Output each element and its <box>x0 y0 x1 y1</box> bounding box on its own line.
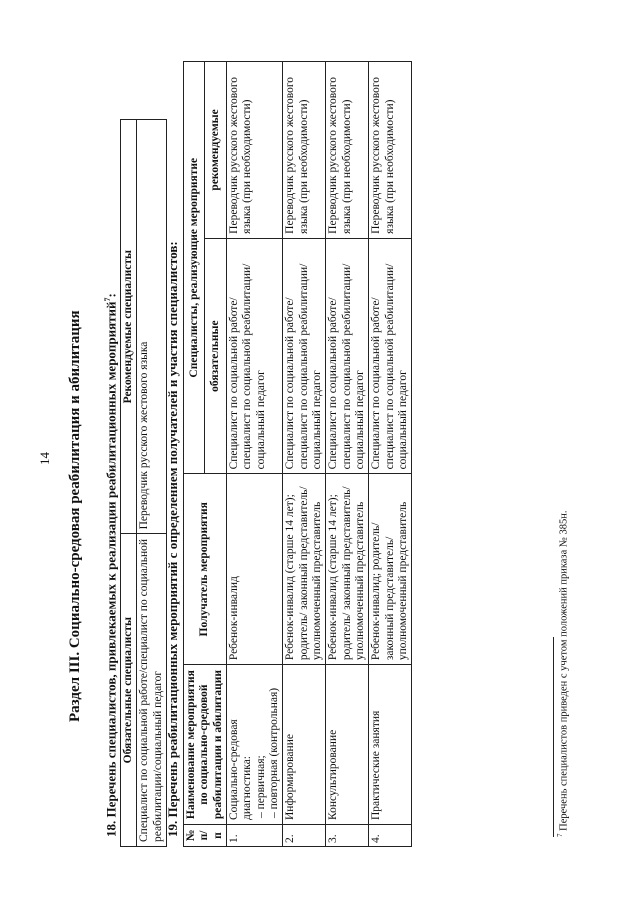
measure-name-cell: Консультирование <box>326 665 369 825</box>
recommended-cell: Переводчик русского жестового языка (при необходимости) <box>369 62 412 239</box>
row-num: 4. <box>369 825 412 847</box>
row-num: 3. <box>326 825 369 847</box>
table-row <box>326 62 369 847</box>
mandatory-cell: Специалист по социальной работе/специалист по социальной реабилитации/социальный педагог <box>226 238 282 474</box>
section-18-heading-text: 18. Перечень специалистов, привлекаемых к реализации реабилитационных мероприятий <box>103 301 119 837</box>
recommended-cell: Переводчик русского жестового языка (при необходимости) <box>226 62 282 239</box>
table-header-row <box>184 62 205 847</box>
row-num: 1. <box>226 825 282 847</box>
measures-table <box>183 61 412 847</box>
mandatory-cell: Специалист по социальной работе/специалист по социальной реабилитации/социальный педагог <box>369 238 412 474</box>
measure-name: Социально-средовая диагностика: <box>227 719 254 821</box>
measure-name-cell: Информирование <box>283 665 326 825</box>
measure-name-cell: Практические занятия <box>369 665 412 825</box>
col-name-header: Наименование мероприятия по социально-средовой реабилитации и абилитации <box>184 665 227 825</box>
recipient-cell: Ребенок-инвалид; родитель/ законный представитель/ уполномоченный представитель <box>369 474 412 665</box>
recommended-specialists-cell: Переводчик русского жестового языка <box>137 120 167 534</box>
section-title: Раздел III. Социально-средовая реабилитация и абилитация <box>67 310 83 722</box>
col-specialists-header: Специалисты, реализующие мероприятие <box>184 62 205 474</box>
table-header-row <box>121 120 137 847</box>
measure-name-cell <box>226 665 282 825</box>
mandatory-cell: Специалист по социальной работе/специалист по социальной реабилитации/социальный педагог <box>283 238 326 474</box>
col-recipient-header: Получатель мероприятия <box>184 474 227 665</box>
col-recommended-header: рекомендуемые <box>205 62 227 239</box>
mandatory-cell: Специалист по социальной работе/специалист по социальной реабилитации/социальный педагог <box>326 238 369 474</box>
table-row <box>369 62 412 847</box>
recipient-cell: Ребенок-инвалид (старше 14 лет); родитель/ законный представитель/ уполномоченный представитель <box>283 474 326 665</box>
footnote-text: Перечень специалистов приведен с учетом положений приказа № 385н. <box>558 510 570 834</box>
measure-subitem: – первичная; <box>254 755 267 819</box>
footnote <box>556 510 570 837</box>
section-18-heading-end: : <box>103 293 119 298</box>
recommended-cell: Переводчик русского жестового языка (при необходимости) <box>326 62 369 239</box>
col-recommended-header: Рекомендуемые специалисты <box>121 120 137 534</box>
table-row <box>137 120 167 847</box>
section-18-heading <box>103 293 119 837</box>
table-row <box>226 62 282 847</box>
recommended-cell: Переводчик русского жестового языка (при необходимости) <box>283 62 326 239</box>
footnote-divider <box>553 637 554 837</box>
footnote-ref: 7 <box>103 297 112 302</box>
table-row <box>283 62 326 847</box>
section-19-heading: 19. Перечень реабилитационных мероприятий с определением получателей и участия специалистов: <box>165 241 180 837</box>
specialists-table <box>120 119 167 847</box>
recipient-cell: Ребенок-инвалид (старше 14 лет); родитель/ законный представитель/ уполномоченный представитель <box>326 474 369 665</box>
page-number: 14 <box>37 452 52 465</box>
col-mandatory-header: Обязательные специалисты <box>121 534 137 847</box>
recipient-cell: Ребенок-инвалид <box>226 474 282 665</box>
row-num: 2. <box>283 825 326 847</box>
col-mandatory-header: обязательные <box>205 238 227 474</box>
col-num-header: № п/п <box>184 825 227 847</box>
mandatory-specialists-cell: Специалист по социальной работе/специалист по социальной реабилитации/социальный педагог <box>137 534 167 847</box>
measure-subitem: – повторная (контрольная) <box>267 687 280 819</box>
footnote-mark: 7 <box>556 833 564 837</box>
